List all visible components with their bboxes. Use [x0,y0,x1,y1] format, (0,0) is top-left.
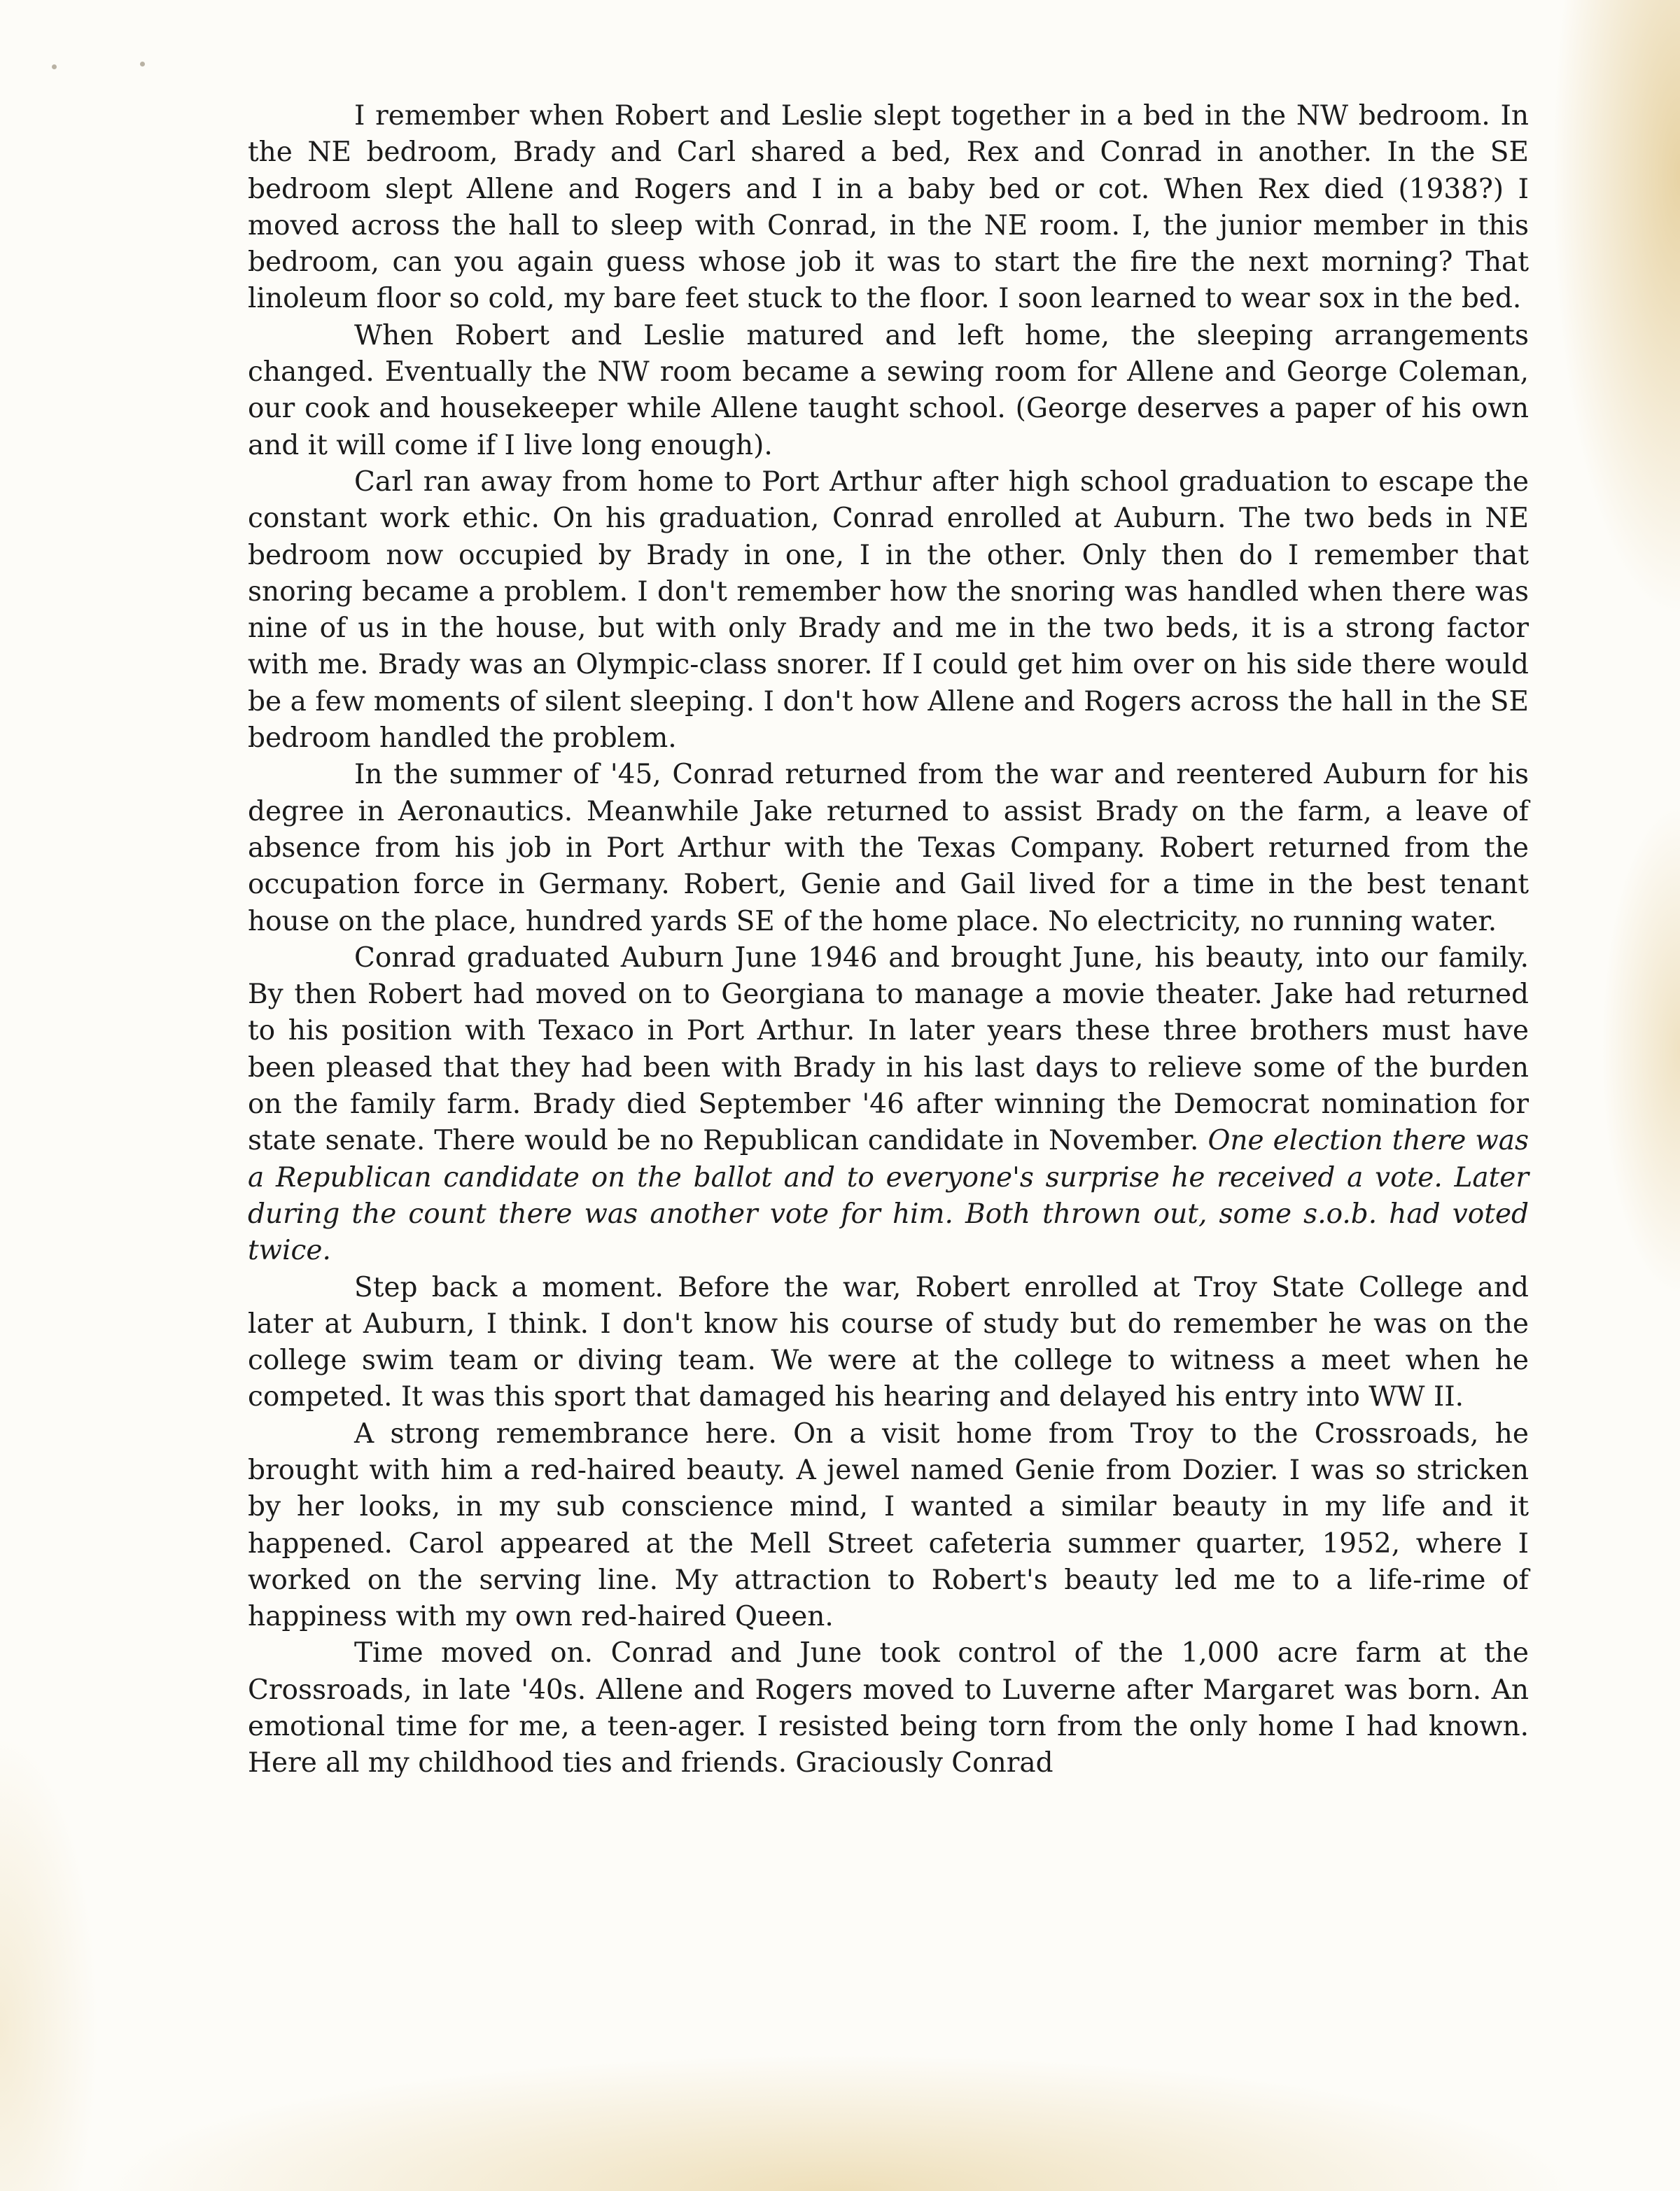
paragraph [248,940,1529,1270]
paragraph [248,757,1529,939]
speck-mark [140,62,145,66]
paragraph [248,464,1529,757]
italic-anecdote: One election there was a Republican candidate on the ballot and to everyone's surprise he received a vote. Later during the count there was another vote for him. Both thrown out, some s.o.b. had voted twice. [248,1125,1529,1267]
paragraph [248,318,1529,464]
memoir-text [248,98,1529,1782]
paragraph-text: In the summer of '45, Conrad returned from the war and reentered Auburn for his degree in Aeronautics. Meanwhile Jake returned to assist Brady on the farm, a leave of absence from his job in Port Arthur with the Texas Company. Robert returned from the occupation force in Germany. Robert, Genie and Gail lived for a time in the best tenant house on the place, hundred yards SE of the home place. No electricity, no running water. [248,759,1529,937]
paragraph [248,1416,1529,1636]
paragraph [248,1270,1529,1416]
paragraph [248,1635,1529,1782]
paragraph-text: Conrad graduated Auburn June 1946 and brought June, his beauty, into our family. By then Robert had moved on to Georgiana to manage a movie theater. Jake had returned to his position with Texaco in Port Arthur. In later years these three brothers must have been pleased that they had been with Brady in his last days to relieve some of the burden on the family farm. Brady died September '46 after winning the Democrat nomination for state senate. There would be no Republican candidate in November. [248,941,1529,1157]
paragraph-text: Time moved on. Conrad and June took control of the 1,000 acre farm at the Crossroads, in late '40s. Allene and Rogers moved to Luverne after Margaret was born. An emotional time for me, a teen-ager. I resisted being torn from the only home I had known. Here all my childhood ties and friends. Graciously Conrad [248,1637,1529,1779]
paragraph [248,98,1529,318]
paragraph-text: I remember when Robert and Leslie slept together in a bed in the NW bedroom. In the NE bedroom, Brady and Carl shared a bed, Rex and Conrad in another. In the SE bedroom slept Allene and Rogers and I in a baby bed or cot. When Rex died (1938?) I moved across the hall to sleep with Conrad, in the NE room. I, the junior member in this bedroom, can you again guess whose job it was to start the fire the next morning? That linoleum floor so cold, my bare feet stuck to the floor. I soon learned to wear sox in the bed. [248,100,1529,315]
paragraph-text: A strong remembrance here. On a visit home from Troy to the Crossroads, he brought with him a red-haired beauty. A jewel named Genie from Dozier. I was so stricken by her looks, in my sub conscience mind, I wanted a similar beauty in my life and it happened. Carol appeared at the Mell Street cafeteria summer quarter, 1952, where I worked on the serving line. My attraction to Robert's beauty led me to a life-rime of happiness with my own red-haired Queen. [248,1418,1529,1633]
speck-mark [52,64,57,69]
paragraph-text: When Robert and Leslie matured and left home, the sleeping arrangements changed. Eventually the NW room became a sewing room for Allene and George Coleman, our cook and housekeeper while Allene taught school. (George deserves a paper of his own and it will come if I live long enough). [248,319,1529,461]
paragraph-text: Carl ran away from home to Port Arthur after high school graduation to escape the constant work ethic. On his graduation, Conrad enrolled at Auburn. The two beds in NE bedroom now occupied by Brady in one, I in the other. Only then do I remember that snoring became a problem. I don't remember how the snoring was handled when there was nine of us in the house, but with only Brady and me in the two beds, it is a strong factor with me. Brady was an Olympic-class snorer. If I could get him over on his side there would be a few moments of silent sleeping. I don't how Allene and Rogers across the hall in the SE bedroom handled the problem. [248,465,1529,755]
paragraph-text: Step back a moment. Before the war, Robert enrolled at Troy State College and later at Auburn, I think. I don't know his course of study but do remember he was on the college swim team or diving team. We were at the college to witness a meet when he competed. It was this sport that damaged his hearing and delayed his entry into WW II. [248,1271,1529,1413]
